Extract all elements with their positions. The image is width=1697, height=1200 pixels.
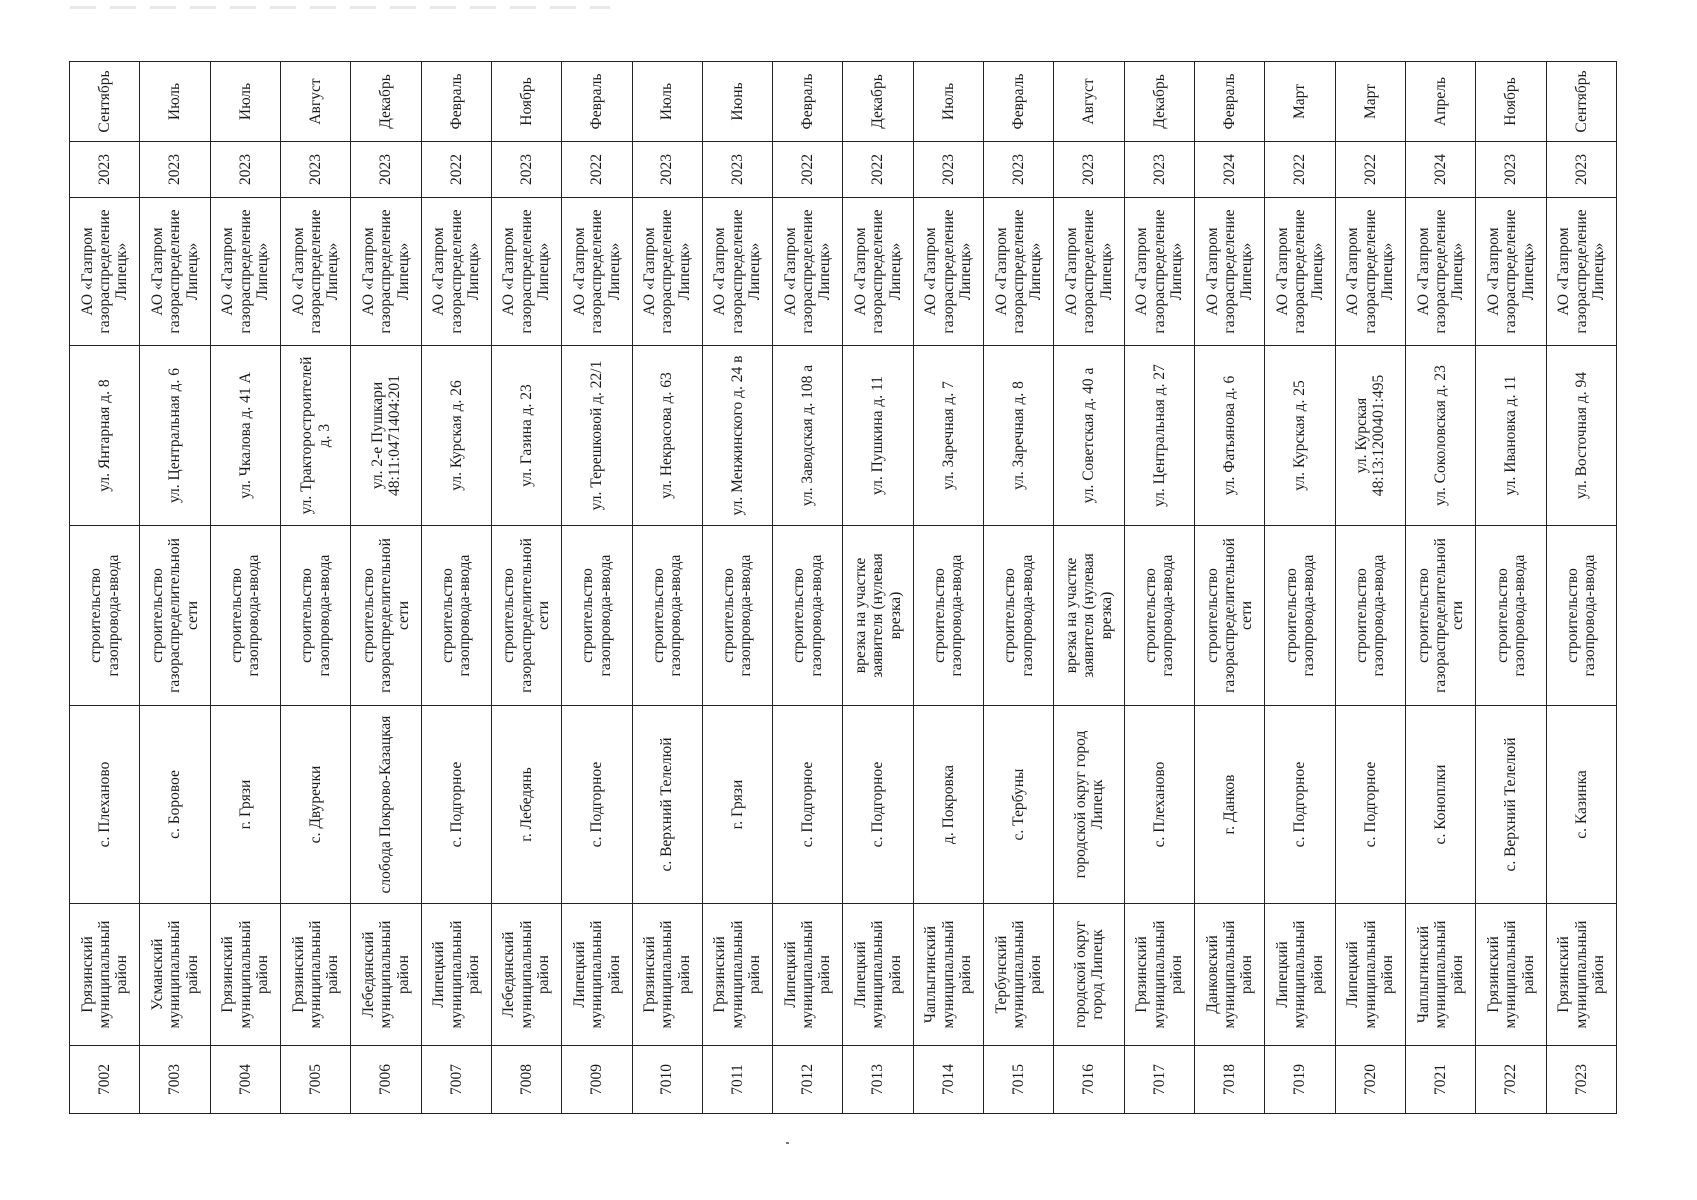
table-row xyxy=(1335,62,1405,1114)
district-cell: Липецкий муниципальный район xyxy=(562,904,632,1046)
row-number-cell: 7017 xyxy=(1124,1046,1194,1114)
year-cell: 2023 xyxy=(280,142,350,198)
row-number-cell: 7019 xyxy=(1265,1046,1335,1114)
address-cell: ул. Советская д. 40 а xyxy=(1054,346,1124,526)
locality-cell: г. Лебедянь xyxy=(491,706,561,904)
address-cell: ул. Менжинского д. 24 в xyxy=(702,346,772,526)
locality-cell: городской округ город Липецк xyxy=(1054,706,1124,904)
address-cell: ул. Центральная д. 27 xyxy=(1124,346,1194,526)
organization-cell: АО «Газпром газораспределение Липецк» xyxy=(140,198,210,346)
district-cell: Тербунский муниципальный район xyxy=(984,904,1054,1046)
year-cell: 2022 xyxy=(1265,142,1335,198)
year-cell: 2023 xyxy=(140,142,210,198)
work-type-cell: строительство газораспределительной сети xyxy=(491,526,561,706)
locality-cell: с. Подгорное xyxy=(562,706,632,904)
organization-cell: АО «Газпром газораспределение Липецк» xyxy=(913,198,983,346)
scan-speck xyxy=(786,1142,789,1144)
table-row xyxy=(773,62,843,1114)
address-cell: ул. Газина д. 23 xyxy=(491,346,561,526)
district-cell: городской округ город Липецк xyxy=(1054,904,1124,1046)
address-cell: ул. Курская 48:13:1200401:495 xyxy=(1335,346,1405,526)
work-type-cell: строительство газопровода-ввода xyxy=(1124,526,1194,706)
row-number-cell: 7023 xyxy=(1546,1046,1616,1114)
locality-cell: с. Двуречки xyxy=(280,706,350,904)
organization-cell: АО «Газпром газораспределение Липецк» xyxy=(1546,198,1616,346)
month-cell: Март xyxy=(1335,62,1405,142)
year-cell: 2022 xyxy=(562,142,632,198)
work-type-cell: строительство газораспределительной сети xyxy=(1195,526,1265,706)
work-type-cell: строительство газопровода-ввода xyxy=(280,526,350,706)
locality-cell: слобода Покрово-Казацкая xyxy=(351,706,421,904)
work-type-cell: строительство газопровода-ввода xyxy=(1546,526,1616,706)
row-number-cell: 7021 xyxy=(1405,1046,1475,1114)
table-row xyxy=(843,62,913,1114)
table-row xyxy=(702,62,772,1114)
district-cell: Грязинский муниципальный район xyxy=(70,904,140,1046)
district-cell: Лебедянский муниципальный район xyxy=(351,904,421,1046)
table-row xyxy=(280,62,350,1114)
month-cell: Сентябрь xyxy=(1546,62,1616,142)
locality-cell: с. Подгорное xyxy=(1335,706,1405,904)
row-number-cell: 7011 xyxy=(702,1046,772,1114)
address-cell: ул. Пушкина д. 11 xyxy=(843,346,913,526)
locality-cell: с. Подгорное xyxy=(843,706,913,904)
address-cell: ул. Курская д. 26 xyxy=(421,346,491,526)
district-cell: Липецкий муниципальный район xyxy=(1335,904,1405,1046)
locality-cell: с. Плеханово xyxy=(70,706,140,904)
work-type-cell: строительство газопровода-ввода xyxy=(702,526,772,706)
organization-cell: АО «Газпром газораспределение Липецк» xyxy=(351,198,421,346)
table-row xyxy=(351,62,421,1114)
district-cell: Грязинский муниципальный район xyxy=(1476,904,1546,1046)
row-number-cell: 7013 xyxy=(843,1046,913,1114)
organization-cell: АО «Газпром газораспределение Липецк» xyxy=(1124,198,1194,346)
district-cell: Усманский муниципальный район xyxy=(140,904,210,1046)
locality-cell: с. Боровое xyxy=(140,706,210,904)
row-number-cell: 7020 xyxy=(1335,1046,1405,1114)
work-type-cell: строительство газораспределительной сети xyxy=(351,526,421,706)
locality-cell: г. Грязи xyxy=(702,706,772,904)
locality-cell: с. Подгорное xyxy=(421,706,491,904)
month-cell: Декабрь xyxy=(1124,62,1194,142)
organization-cell: АО «Газпром газораспределение Липецк» xyxy=(1054,198,1124,346)
month-cell: Февраль xyxy=(1195,62,1265,142)
gas-connection-table xyxy=(69,61,1617,1114)
month-cell: Август xyxy=(280,62,350,142)
work-type-cell: строительство газопровода-ввода xyxy=(1476,526,1546,706)
row-number-cell: 7018 xyxy=(1195,1046,1265,1114)
address-cell: ул. Соколовская д. 23 xyxy=(1405,346,1475,526)
locality-cell: с. Тербуны xyxy=(984,706,1054,904)
month-cell: Февраль xyxy=(562,62,632,142)
address-cell: ул. Восточная д. 94 xyxy=(1546,346,1616,526)
work-type-cell: строительство газопровода-ввода xyxy=(210,526,280,706)
table-row xyxy=(210,62,280,1114)
table-row xyxy=(491,62,561,1114)
month-cell: Июль xyxy=(632,62,702,142)
year-cell: 2023 xyxy=(1054,142,1124,198)
row-number-cell: 7004 xyxy=(210,1046,280,1114)
organization-cell: АО «Газпром газораспределение Липецк» xyxy=(1476,198,1546,346)
address-cell: ул. Терешковой д. 22/1 xyxy=(562,346,632,526)
locality-cell: с. Верхний Телелюй xyxy=(632,706,702,904)
district-cell: Грязинский муниципальный район xyxy=(1124,904,1194,1046)
organization-cell: АО «Газпром газораспределение Липецк» xyxy=(1265,198,1335,346)
locality-cell: с. Казинка xyxy=(1546,706,1616,904)
organization-cell: АО «Газпром газораспределение Липецк» xyxy=(421,198,491,346)
row-number-cell: 7012 xyxy=(773,1046,843,1114)
year-cell: 2023 xyxy=(1124,142,1194,198)
row-number-cell: 7005 xyxy=(280,1046,350,1114)
work-type-cell: строительство газопровода-ввода xyxy=(1265,526,1335,706)
district-cell: Липецкий муниципальный район xyxy=(421,904,491,1046)
year-cell: 2023 xyxy=(1476,142,1546,198)
year-cell: 2024 xyxy=(1195,142,1265,198)
row-number-cell: 7015 xyxy=(984,1046,1054,1114)
table-row xyxy=(913,62,983,1114)
row-number-cell: 7009 xyxy=(562,1046,632,1114)
work-type-cell: врезка на участке заявителя (нулевая врезка) xyxy=(843,526,913,706)
month-cell: Июль xyxy=(913,62,983,142)
locality-cell: д. Покровка xyxy=(913,706,983,904)
work-type-cell: строительство газораспределительной сети xyxy=(1405,526,1475,706)
address-cell: ул. Тракторостроителей д. 3 xyxy=(280,346,350,526)
month-cell: Ноябрь xyxy=(491,62,561,142)
organization-cell: АО «Газпром газораспределение Липецк» xyxy=(773,198,843,346)
district-cell: Грязинский муниципальный район xyxy=(1546,904,1616,1046)
address-cell: ул. Чкалова д. 41 А xyxy=(210,346,280,526)
table-row xyxy=(140,62,210,1114)
work-type-cell: строительство газораспределительной сети xyxy=(140,526,210,706)
organization-cell: АО «Газпром газораспределение Липецк» xyxy=(1335,198,1405,346)
year-cell: 2022 xyxy=(1335,142,1405,198)
month-cell: Апрель xyxy=(1405,62,1475,142)
locality-cell: с. Подгорное xyxy=(773,706,843,904)
year-cell: 2022 xyxy=(421,142,491,198)
district-cell: Грязинский муниципальный район xyxy=(632,904,702,1046)
district-cell: Грязинский муниципальный район xyxy=(210,904,280,1046)
row-number-cell: 7014 xyxy=(913,1046,983,1114)
table-row xyxy=(1405,62,1475,1114)
year-cell: 2022 xyxy=(773,142,843,198)
organization-cell: АО «Газпром газораспределение Липецк» xyxy=(1195,198,1265,346)
organization-cell: АО «Газпром газораспределение Липецк» xyxy=(1405,198,1475,346)
address-cell: ул. Заводская д. 108 а xyxy=(773,346,843,526)
district-cell: Грязинский муниципальный район xyxy=(702,904,772,1046)
year-cell: 2023 xyxy=(70,142,140,198)
row-number-cell: 7006 xyxy=(351,1046,421,1114)
table-row xyxy=(1124,62,1194,1114)
table-row xyxy=(1195,62,1265,1114)
address-cell: ул. Янтарная д. 8 xyxy=(70,346,140,526)
district-cell: Грязинский муниципальный район xyxy=(280,904,350,1046)
address-cell: ул. Фатьянова д. 6 xyxy=(1195,346,1265,526)
table-row xyxy=(1476,62,1546,1114)
district-cell: Липецкий муниципальный район xyxy=(773,904,843,1046)
district-cell: Чаплыгинский муниципальный район xyxy=(1405,904,1475,1046)
table-row xyxy=(632,62,702,1114)
month-cell: Сентябрь xyxy=(70,62,140,142)
organization-cell: АО «Газпром газораспределение Липецк» xyxy=(280,198,350,346)
work-type-cell: строительство газопровода-ввода xyxy=(562,526,632,706)
month-cell: Декабрь xyxy=(843,62,913,142)
locality-cell: г. Данков xyxy=(1195,706,1265,904)
row-number-cell: 7002 xyxy=(70,1046,140,1114)
locality-cell: с. Коноплки xyxy=(1405,706,1475,904)
organization-cell: АО «Газпром газораспределение Липецк» xyxy=(632,198,702,346)
work-type-cell: строительство газопровода-ввода xyxy=(913,526,983,706)
work-type-cell: строительство газопровода-ввода xyxy=(632,526,702,706)
address-cell: ул. Заречная д. 7 xyxy=(913,346,983,526)
address-cell: ул. Курская д. 25 xyxy=(1265,346,1335,526)
row-number-cell: 7010 xyxy=(632,1046,702,1114)
organization-cell: АО «Газпром газораспределение Липецк» xyxy=(491,198,561,346)
locality-cell: г. Грязи xyxy=(210,706,280,904)
row-number-cell: 7008 xyxy=(491,1046,561,1114)
month-cell: Декабрь xyxy=(351,62,421,142)
month-cell: Февраль xyxy=(984,62,1054,142)
month-cell: Август xyxy=(1054,62,1124,142)
year-cell: 2023 xyxy=(491,142,561,198)
month-cell: Ноябрь xyxy=(1476,62,1546,142)
year-cell: 2023 xyxy=(632,142,702,198)
year-cell: 2023 xyxy=(210,142,280,198)
locality-cell: с. Плеханово xyxy=(1124,706,1194,904)
year-cell: 2024 xyxy=(1405,142,1475,198)
table-row xyxy=(984,62,1054,1114)
work-type-cell: строительство газопровода-ввода xyxy=(70,526,140,706)
year-cell: 2023 xyxy=(913,142,983,198)
district-cell: Липецкий муниципальный район xyxy=(1265,904,1335,1046)
year-cell: 2023 xyxy=(702,142,772,198)
table-row xyxy=(1546,62,1616,1114)
scan-artifact xyxy=(70,6,610,9)
address-cell: ул. Некрасова д. 63 xyxy=(632,346,702,526)
locality-cell: с. Подгорное xyxy=(1265,706,1335,904)
table-row xyxy=(421,62,491,1114)
address-cell: ул. Заречная д. 8 xyxy=(984,346,1054,526)
organization-cell: АО «Газпром газораспределение Липецк» xyxy=(702,198,772,346)
district-cell: Липецкий муниципальный район xyxy=(843,904,913,1046)
organization-cell: АО «Газпром газораспределение Липецк» xyxy=(984,198,1054,346)
address-cell: ул. Ивановка д. 11 xyxy=(1476,346,1546,526)
district-cell: Данковский муниципальный район xyxy=(1195,904,1265,1046)
table-row xyxy=(1054,62,1124,1114)
month-cell: Февраль xyxy=(773,62,843,142)
district-cell: Чаплыгинский муниципальный район xyxy=(913,904,983,1046)
year-cell: 2023 xyxy=(351,142,421,198)
rotated-table-wrapper xyxy=(69,62,1617,1114)
month-cell: Февраль xyxy=(421,62,491,142)
month-cell: Март xyxy=(1265,62,1335,142)
row-number-cell: 7003 xyxy=(140,1046,210,1114)
row-number-cell: 7007 xyxy=(421,1046,491,1114)
work-type-cell: строительство газопровода-ввода xyxy=(773,526,843,706)
table-row xyxy=(70,62,140,1114)
table-row xyxy=(1265,62,1335,1114)
address-cell: ул. 2-е Пушкари 48:11:0471404:201 xyxy=(351,346,421,526)
locality-cell: с. Верхний Телелюй xyxy=(1476,706,1546,904)
address-cell: ул. Центральная д. 6 xyxy=(140,346,210,526)
organization-cell: АО «Газпром газораспределение Липецк» xyxy=(210,198,280,346)
work-type-cell: врезка на участке заявителя (нулевая врезка) xyxy=(1054,526,1124,706)
year-cell: 2022 xyxy=(843,142,913,198)
month-cell: Июль xyxy=(140,62,210,142)
row-number-cell: 7022 xyxy=(1476,1046,1546,1114)
month-cell: Июнь xyxy=(702,62,772,142)
year-cell: 2023 xyxy=(1546,142,1616,198)
district-cell: Лебедянский муниципальный район xyxy=(491,904,561,1046)
month-cell: Июль xyxy=(210,62,280,142)
row-number-cell: 7016 xyxy=(1054,1046,1124,1114)
table-row xyxy=(562,62,632,1114)
table-body xyxy=(70,62,1617,1114)
organization-cell: АО «Газпром газораспределение Липецк» xyxy=(562,198,632,346)
organization-cell: АО «Газпром газораспределение Липецк» xyxy=(70,198,140,346)
organization-cell: АО «Газпром газораспределение Липецк» xyxy=(843,198,913,346)
work-type-cell: строительство газопровода-ввода xyxy=(984,526,1054,706)
work-type-cell: строительство газопровода-ввода xyxy=(421,526,491,706)
work-type-cell: строительство газопровода-ввода xyxy=(1335,526,1405,706)
year-cell: 2023 xyxy=(984,142,1054,198)
